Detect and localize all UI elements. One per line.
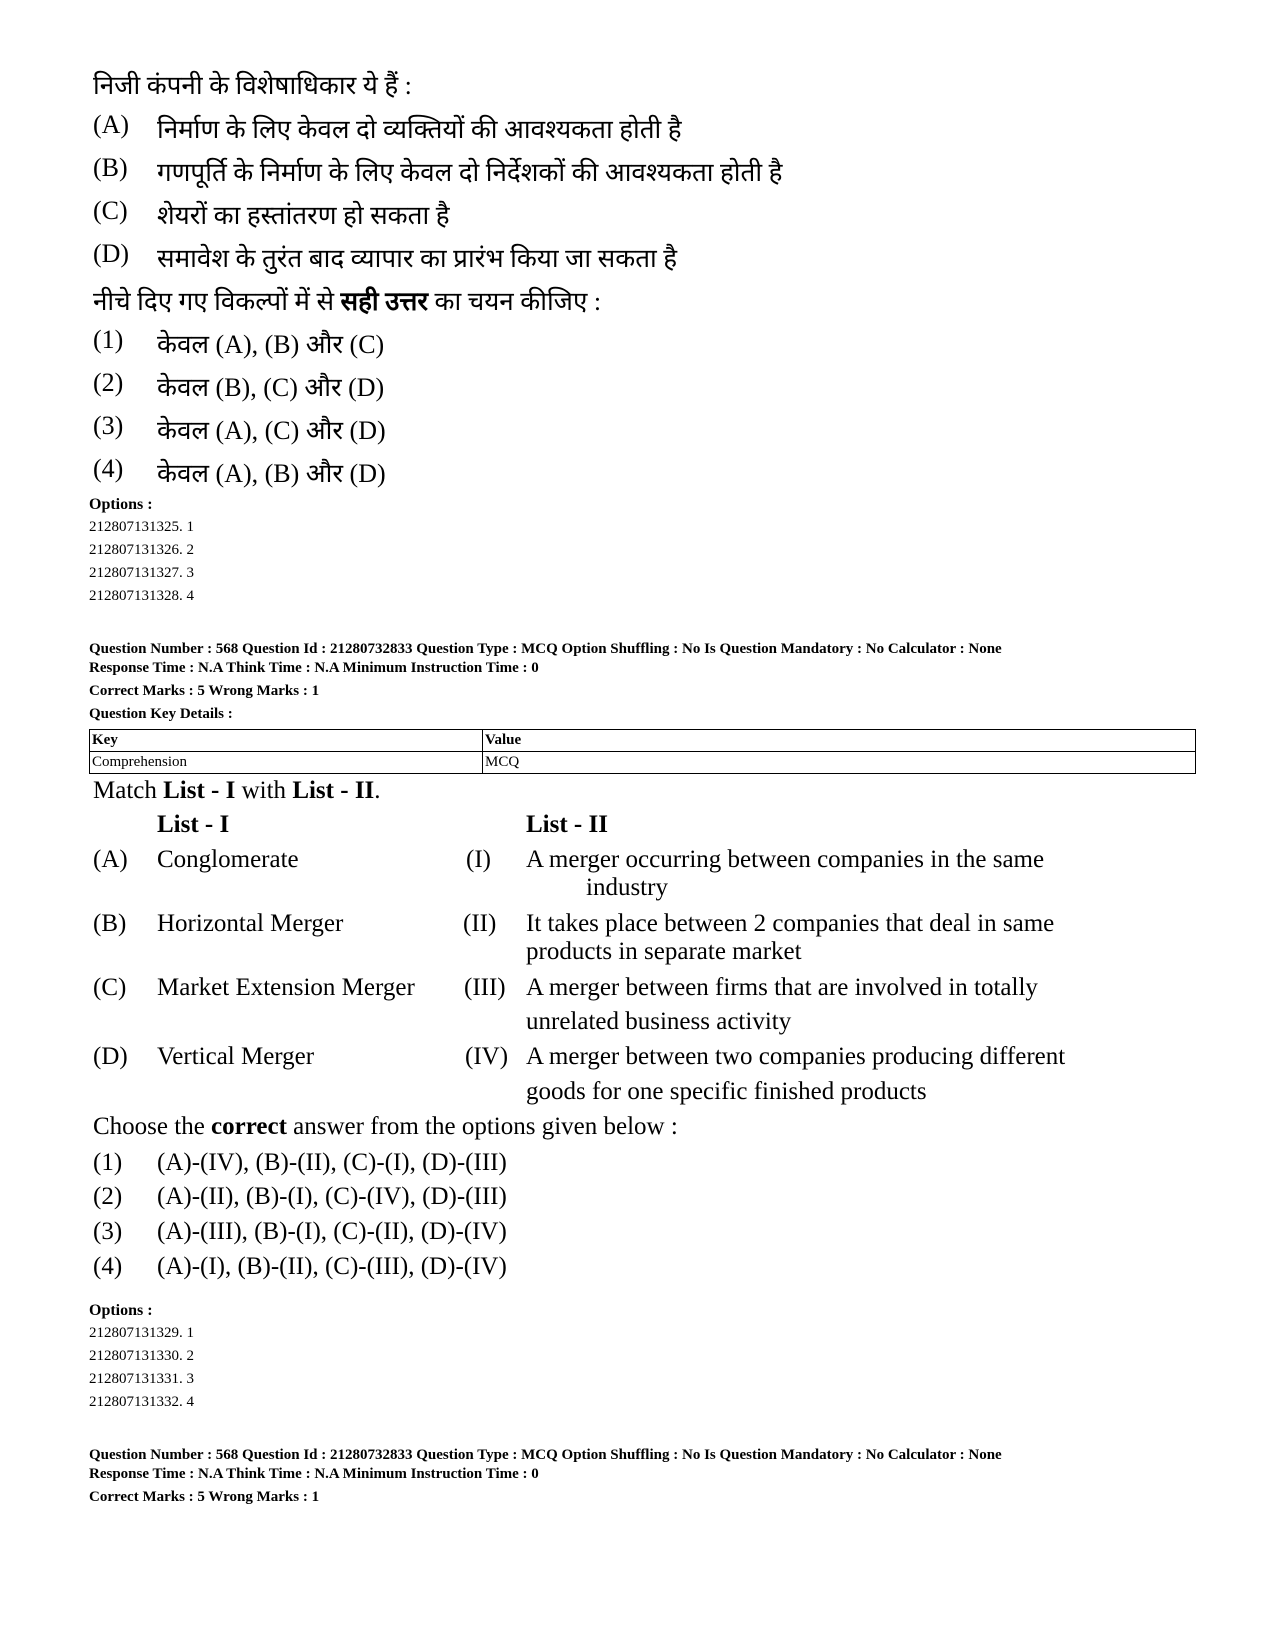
q2-option-id: 212807131329. 1 <box>89 1325 194 1341</box>
list2-text-cont: products in separate market <box>526 938 802 965</box>
statement-text: निर्माण के लिए केवल दो व्यक्तियों की आवश्यकता होती है <box>157 115 682 144</box>
list1-heading: List - I <box>157 811 230 838</box>
choice-label: (4) <box>93 454 124 483</box>
q3-meta-line1: Question Number : 568 Question Id : 21280732833 Question Type : MCQ Option Shuffling : No Is Question Mandatory : No Calculator : None <box>89 1447 1002 1463</box>
q1-option-id: 212807131326. 2 <box>89 542 194 558</box>
q2-meta-line3: Correct Marks : 5 Wrong Marks : 1 <box>89 683 320 699</box>
q2-option-id: 212807131331. 3 <box>89 1371 194 1387</box>
list2-text-cont: industry <box>586 874 668 901</box>
list2-label: (III) <box>464 974 506 1001</box>
choice-text: (A)-(III), (B)-(I), (C)-(II), (D)-(IV) <box>157 1218 507 1245</box>
list2-text: A merger between firms that are involved in totally <box>526 974 1038 1001</box>
instruction-bold: correct <box>211 1113 287 1140</box>
list2-label: (IV) <box>465 1043 509 1070</box>
table-row <box>90 752 1196 774</box>
instruction-pre: Choose the <box>93 1113 212 1140</box>
table-header-row <box>90 730 1196 752</box>
choice-text: (A)-(IV), (B)-(II), (C)-(I), (D)-(III) <box>157 1149 507 1176</box>
list2-text: A merger occurring between companies in the same <box>526 846 1045 873</box>
table-header-key: Key <box>90 730 483 752</box>
statement-text: समावेश के तुरंत बाद व्यापार का प्रारंभ किया जा सकता है <box>157 244 678 273</box>
q2-option-id: 212807131332. 4 <box>89 1394 194 1410</box>
choice-label: (1) <box>93 1149 123 1176</box>
q1-options-heading: Options : <box>89 496 153 513</box>
list2-label: (I) <box>466 846 491 873</box>
table-header-value: Value <box>483 730 1196 752</box>
list1-text: Vertical Merger <box>157 1043 315 1070</box>
instruction-bold: सही उत्तर <box>340 287 429 316</box>
choice-label: (3) <box>93 411 124 440</box>
list1-label: (C) <box>93 974 127 1001</box>
statement-label: (D) <box>93 239 130 268</box>
stem-post: . <box>374 777 381 804</box>
q1-stem: निजी कंपनी के विशेषाधिकार ये हैं : <box>93 71 412 100</box>
list1-text: Market Extension Merger <box>157 974 415 1001</box>
list1-text: Horizontal Merger <box>157 910 344 937</box>
list2-label: (II) <box>463 910 497 937</box>
list2-text-cont: goods for one specific finished products <box>526 1078 927 1105</box>
stem-pre: Match <box>93 777 164 804</box>
choice-text: केवल (A), (B) और (D) <box>157 459 386 488</box>
list2-text: A merger between two companies producing different <box>526 1043 1066 1070</box>
choice-text: (A)-(I), (B)-(II), (C)-(III), (D)-(IV) <box>157 1253 507 1280</box>
q2-instruction <box>93 1113 678 1141</box>
instruction-post: का चयन कीजिए : <box>428 287 602 316</box>
statement-text: शेयरों का हस्तांतरण हो सकता है <box>157 201 450 230</box>
list1-label: (B) <box>93 910 127 937</box>
q1-option-id: 212807131327. 3 <box>89 565 194 581</box>
choice-text: केवल (B), (C) और (D) <box>157 373 385 402</box>
q2-key-details: Question Key Details : <box>89 706 233 722</box>
choice-text: केवल (A), (C) और (D) <box>157 416 386 445</box>
list2-text: It takes place between 2 companies that deal in same <box>526 910 1055 937</box>
q3-meta-line2: Response Time : N.A Think Time : N.A Minimum Instruction Time : 0 <box>89 1466 539 1482</box>
list1-label: (D) <box>93 1043 128 1070</box>
choice-label: (3) <box>93 1218 123 1245</box>
q1-option-id: 212807131325. 1 <box>89 519 194 535</box>
q1-option-id: 212807131328. 4 <box>89 588 194 604</box>
stem-bold-list1: List - I <box>163 777 236 804</box>
list1-text: Conglomerate <box>157 846 299 873</box>
table-cell-key: Comprehension <box>90 752 483 774</box>
q2-options-heading: Options : <box>89 1302 153 1319</box>
statement-label: (B) <box>93 153 128 182</box>
q1-instruction <box>93 282 601 318</box>
statement-text: गणपूर्ति के निर्माण के लिए केवल दो निर्देशकों की आवश्यकता होती है <box>157 158 783 187</box>
instruction-post: answer from the options given below : <box>286 1113 678 1140</box>
statement-label: (A) <box>93 110 130 139</box>
stem-mid: with <box>235 777 293 804</box>
statement-label: (C) <box>93 196 128 225</box>
list2-text-cont: unrelated business activity <box>526 1008 792 1035</box>
q2-option-id: 212807131330. 2 <box>89 1348 194 1364</box>
choice-label: (1) <box>93 325 124 354</box>
q3-meta-line3: Correct Marks : 5 Wrong Marks : 1 <box>89 1489 320 1505</box>
q2-meta-line2: Response Time : N.A Think Time : N.A Minimum Instruction Time : 0 <box>89 660 539 676</box>
choice-text: (A)-(II), (B)-(I), (C)-(IV), (D)-(III) <box>157 1183 507 1210</box>
instruction-pre: नीचे दिए गए विकल्पों में से <box>93 287 341 316</box>
choice-label: (4) <box>93 1253 123 1280</box>
stem-bold-list2: List - II <box>292 777 375 804</box>
list2-heading: List - II <box>526 811 608 838</box>
list1-label: (A) <box>93 846 128 873</box>
key-details-table <box>89 729 1196 774</box>
table-cell-value: MCQ <box>483 752 1196 774</box>
choice-label: (2) <box>93 1183 123 1210</box>
q2-meta-line1: Question Number : 568 Question Id : 21280732833 Question Type : MCQ Option Shuffling : No Is Question Mandatory : No Calculator : None <box>89 641 1002 657</box>
q2-stem <box>93 777 381 805</box>
choice-label: (2) <box>93 368 124 397</box>
choice-text: केवल (A), (B) और (C) <box>157 330 385 359</box>
